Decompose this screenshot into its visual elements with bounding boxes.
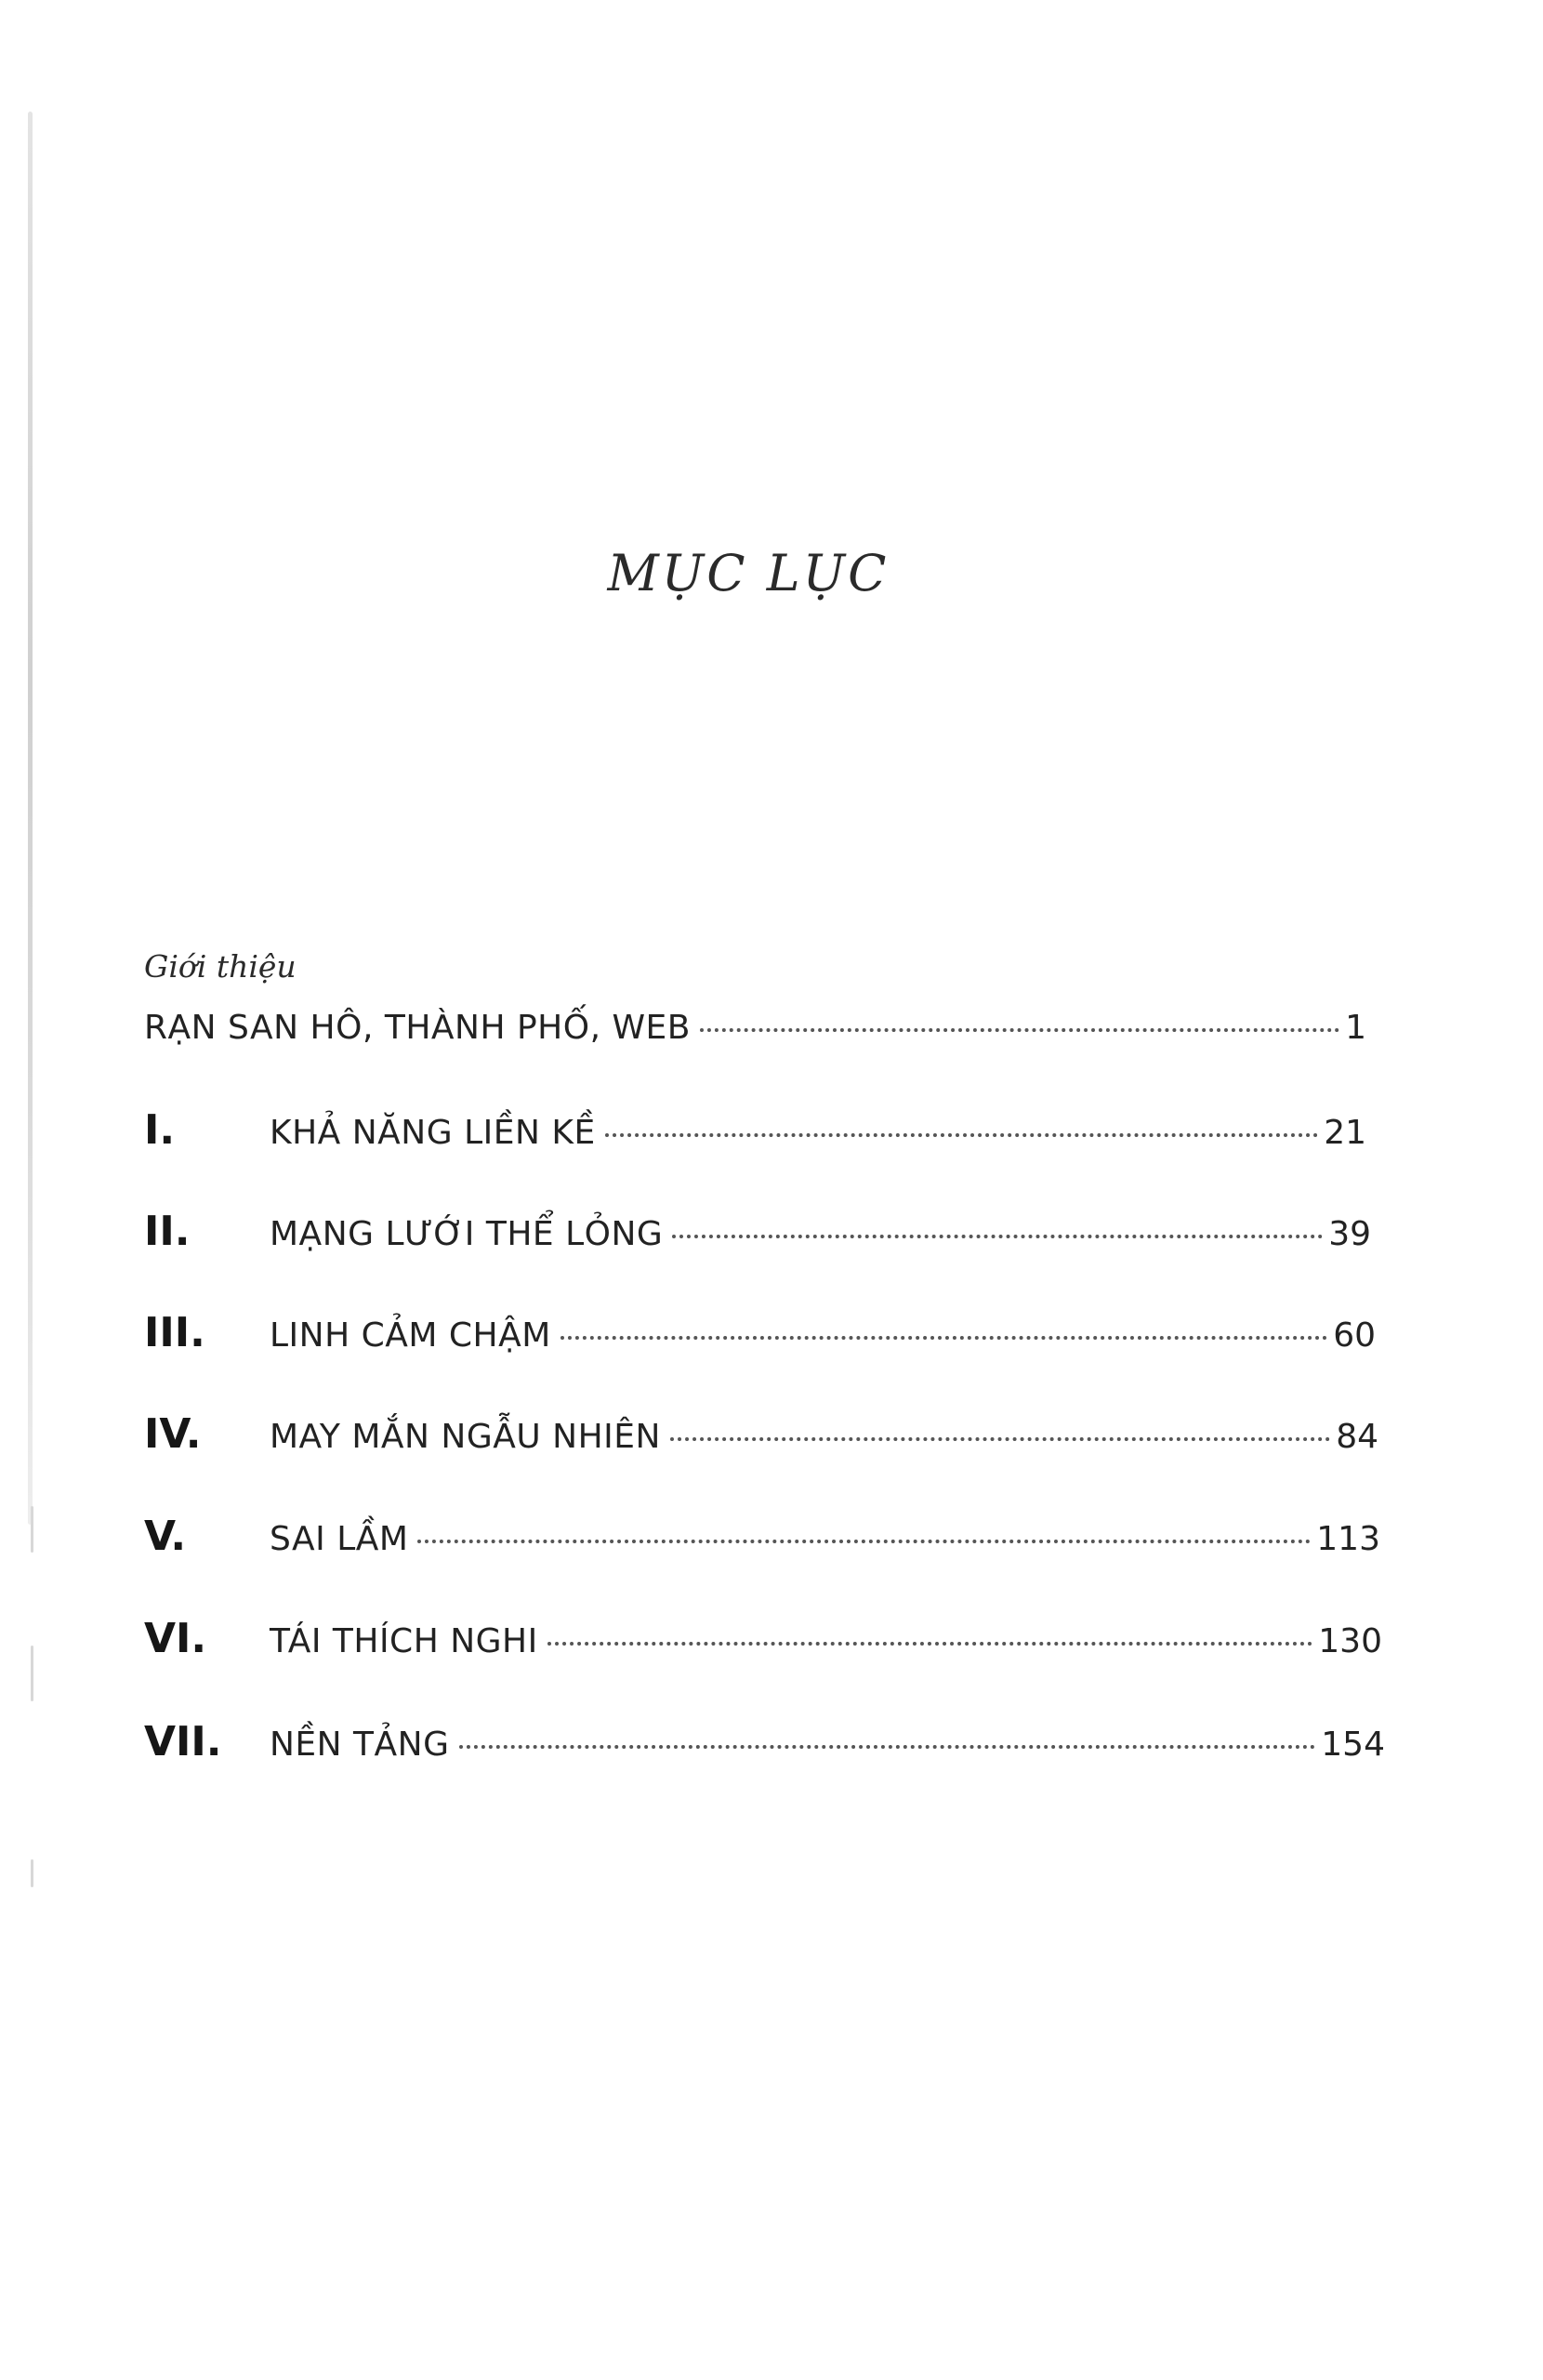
spine-mark [31,1859,33,1887]
chapter-number: V. [144,1513,187,1560]
toc-entry-title: KHẢ NĂNG LIỀN KỀ [270,1114,596,1152]
dot-leader [700,1028,1339,1032]
chapter-number: IV. [144,1410,202,1458]
toc-row-chapter-5[interactable] [144,1513,1380,1560]
book-spine-shadow [28,112,33,1525]
toc-row-chapter-3[interactable] [144,1309,1376,1356]
chapter-number: II. [144,1208,191,1255]
toc-page-number: 60 [1333,1316,1376,1355]
spine-mark [31,1646,33,1701]
toc-page-number: 130 [1318,1622,1382,1660]
toc-page-number: 154 [1321,1726,1385,1764]
toc-entry-title: MẠNG LƯỚI THỂ LỎNG [270,1215,664,1253]
toc-row-chapter-4[interactable] [144,1410,1378,1458]
toc-entry-title: RẠN SAN HÔ, THÀNH PHỐ, WEB [144,1009,691,1047]
toc-entry-title: TÁI THÍCH NGHI [270,1622,538,1660]
toc-page-number: 113 [1316,1520,1380,1558]
toc-row-chapter-7[interactable] [144,1718,1385,1765]
chapter-number: VII. [144,1718,222,1765]
dot-leader [547,1642,1313,1646]
toc-entry-title: SAI LẦM [270,1520,409,1558]
dot-leader [560,1336,1327,1340]
dot-leader [417,1540,1311,1543]
toc-row-intro[interactable] [144,1009,1366,1047]
toc-row-chapter-6[interactable] [144,1615,1382,1662]
toc-row-chapter-2[interactable] [144,1208,1371,1255]
toc-page-number: 1 [1345,1009,1366,1047]
intro-label: Giới thiệu [144,948,297,985]
dot-leader [605,1133,1318,1137]
toc-page-number: 39 [1328,1215,1371,1253]
dot-leader [670,1437,1330,1441]
chapter-number: VI. [144,1615,207,1662]
spine-mark [31,1506,33,1553]
toc-entry-title: MAY MẮN NGẪU NHIÊN [270,1418,661,1456]
dot-leader [459,1745,1316,1749]
chapter-number: III. [144,1309,205,1356]
toc-row-chapter-1[interactable] [144,1106,1366,1154]
page-title: MỤC LỤC [607,544,890,602]
dot-leader [672,1235,1323,1238]
toc-entry-title: LINH CẢM CHẬM [270,1316,551,1355]
chapter-number: I. [144,1106,176,1154]
toc-page-number: 21 [1324,1114,1366,1152]
toc-entry-title: NỀN TẢNG [270,1726,450,1764]
toc-page-number: 84 [1336,1418,1378,1456]
